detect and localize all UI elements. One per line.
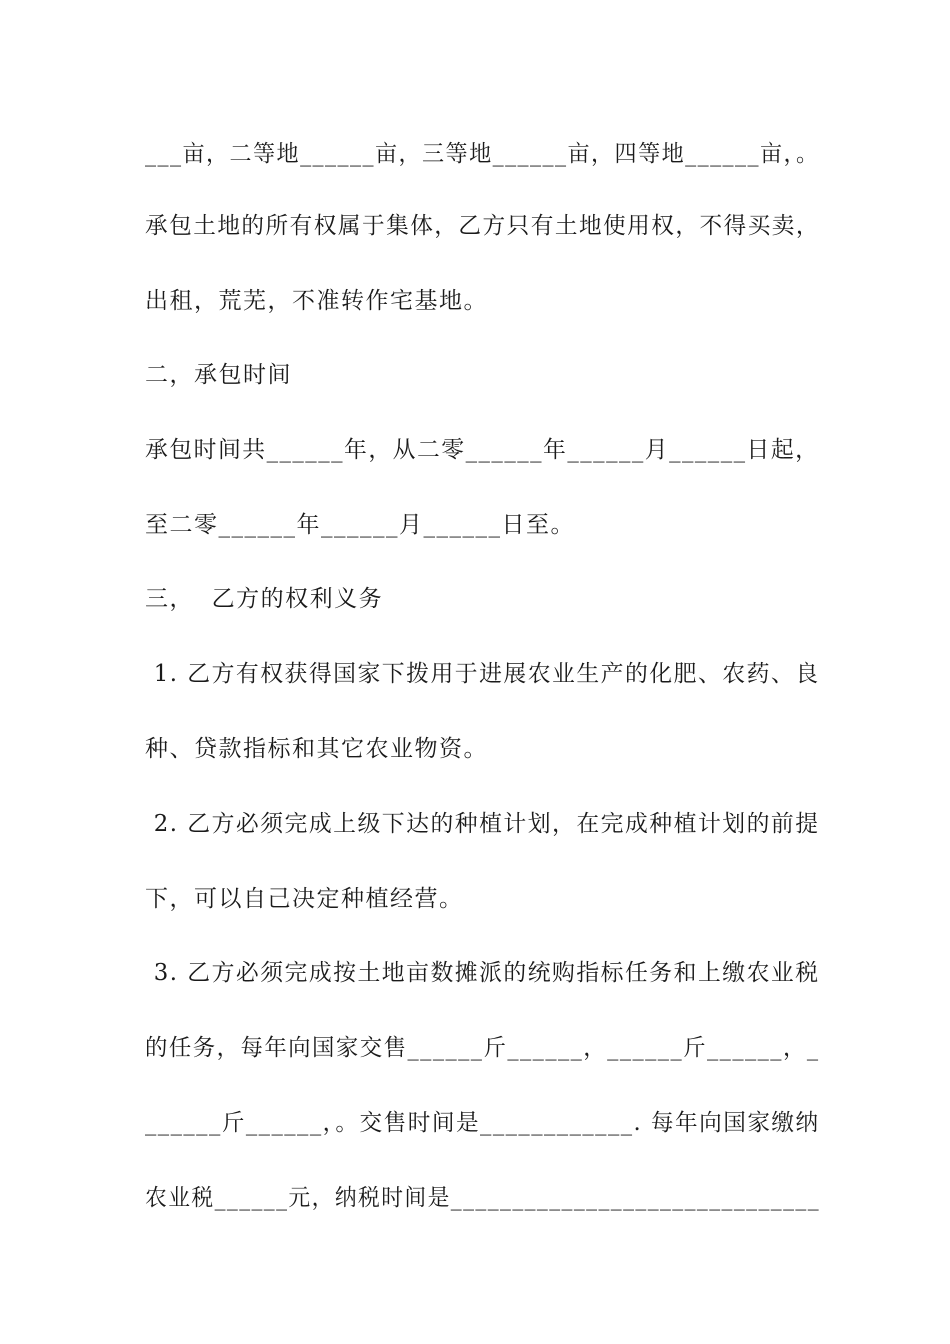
text-line: 承包时间共______年，从二零______年______月______日起，: [145, 437, 820, 463]
section-heading: 三， 乙方的权利义务: [145, 586, 384, 612]
text-line: 2. 乙方必须完成上级下达的种植计划，在完成种植计划的前提: [145, 811, 820, 837]
text-line: 的任务，每年向国家交售______斤______，______斤______，_: [145, 1035, 820, 1061]
section-heading: 二，承包时间: [145, 362, 292, 388]
text-line: 3. 乙方必须完成按土地亩数摊派的统购指标任务和上缴农业税: [145, 960, 820, 986]
text-line: 种、贷款指标和其它农业物资。: [145, 736, 488, 762]
text-line: 承包土地的所有权属于集体，乙方只有土地使用权，不得买卖，: [145, 213, 821, 239]
text-line: 下，可以自己决定种植经营。: [145, 886, 464, 912]
text-line: 农业税______元，纳税时间是______________________________: [145, 1185, 820, 1211]
text-line: ___亩，二等地______亩，三等地______亩，四等地______亩，。: [145, 141, 820, 167]
text-line: 至二零______年______月______日至。: [145, 512, 575, 538]
text-line: 1. 乙方有权获得国家下拨用于进展农业生产的化肥、农药、良: [145, 661, 820, 687]
text-line: 出租，荒芜，不准转作宅基地。: [145, 288, 488, 314]
text-line: ______斤______，。交售时间是____________. 每年向国家缴纳: [145, 1110, 820, 1136]
